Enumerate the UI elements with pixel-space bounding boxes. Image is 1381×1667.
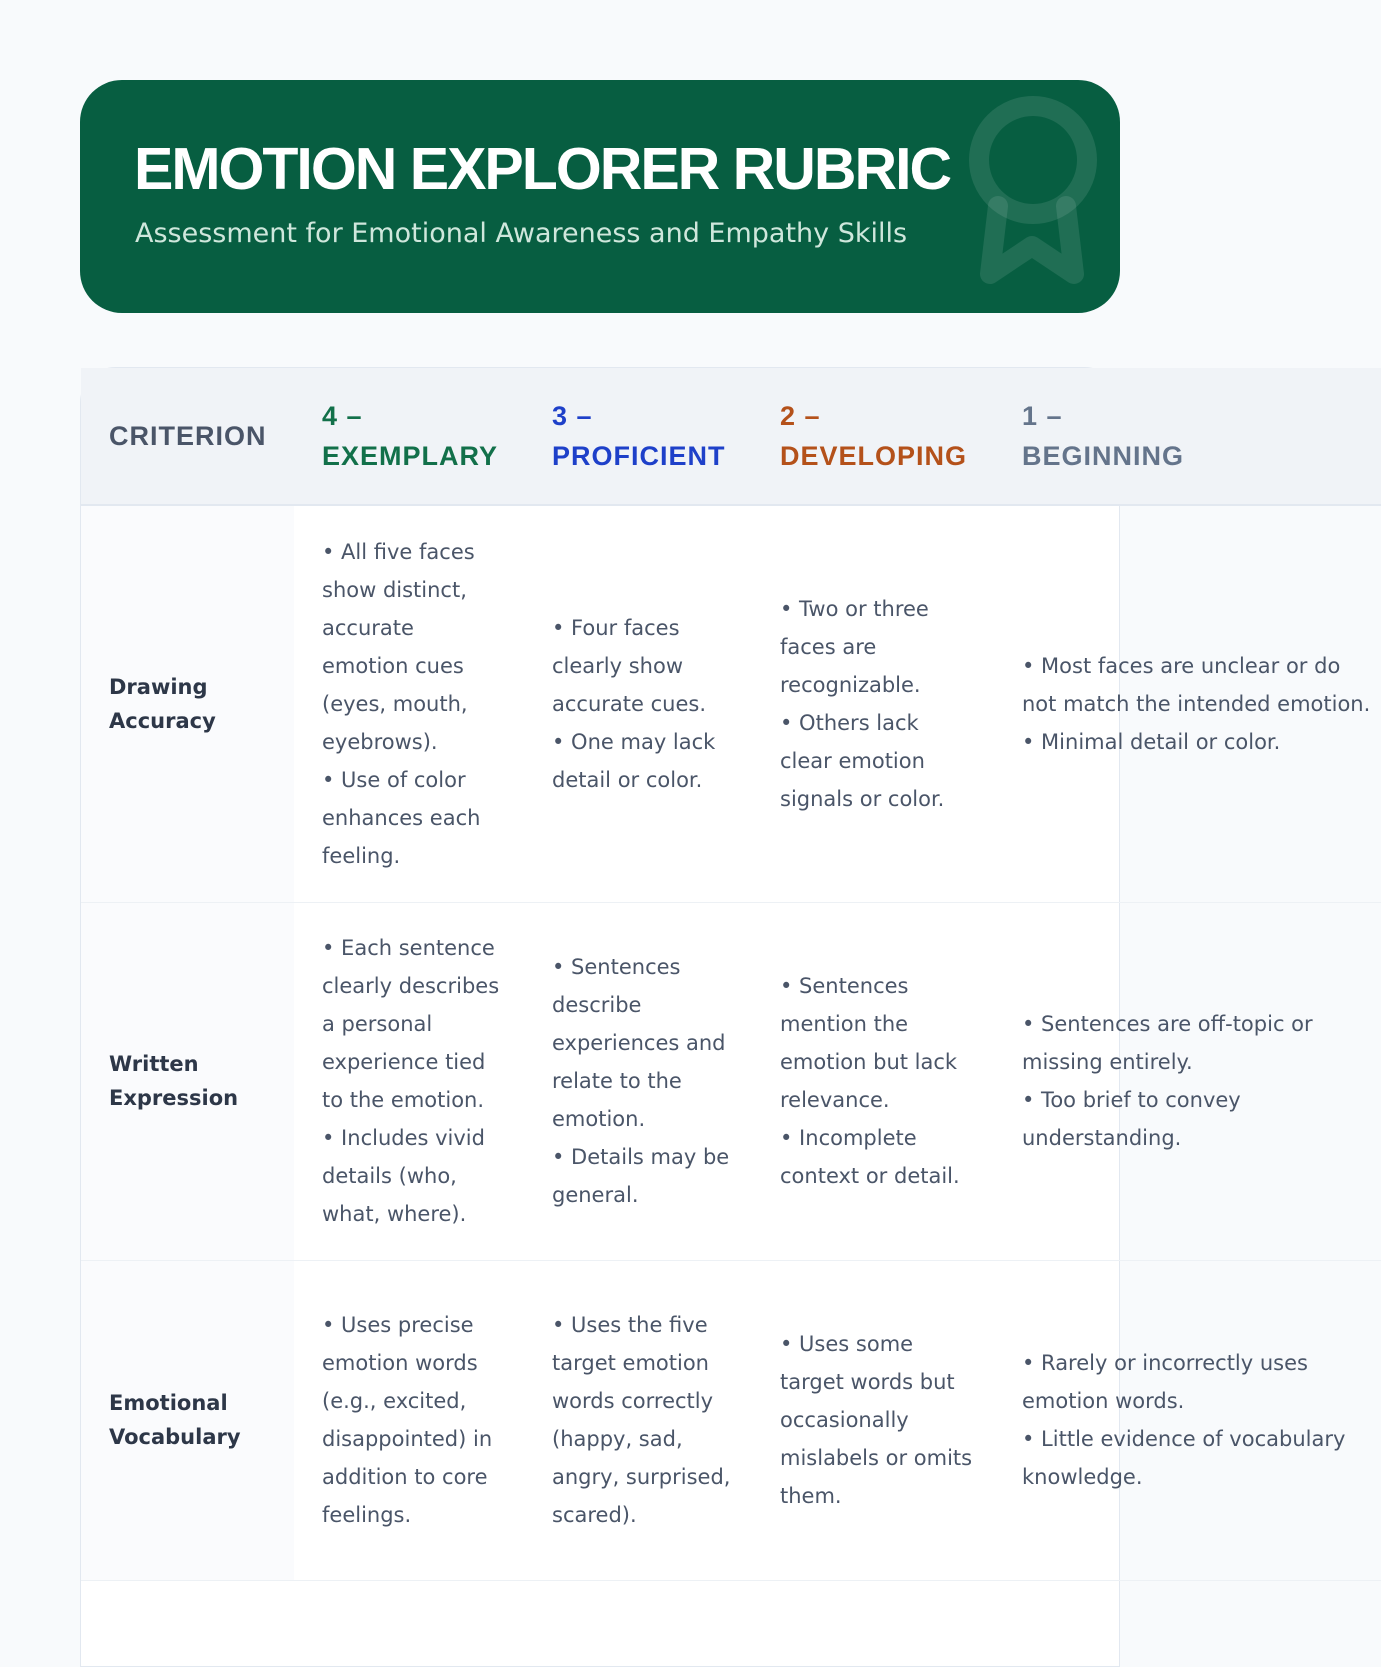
page-title: EMOTION EXPLORER RUBRIC xyxy=(134,136,951,202)
descriptor-bullet: • Details may be general. xyxy=(552,1145,730,1207)
criterion-cell: Written Expression xyxy=(81,902,294,1260)
level-label: EXEMPLARY xyxy=(322,441,499,471)
level-number: 4 – xyxy=(322,401,363,431)
descriptor-bullet: • Most faces are unclear or do not match the intended emotion. xyxy=(1022,653,1371,716)
header-label: CRITERION xyxy=(109,421,267,451)
rubric-table-card xyxy=(80,367,1371,1667)
descriptor-bullet: • Two or three faces are recognizable. xyxy=(780,596,929,697)
descriptor-bullet: • Includes vivid details (who, what, where). xyxy=(322,1126,485,1226)
column-header-proficient xyxy=(524,368,752,505)
column-header-developing xyxy=(752,368,994,505)
table-row xyxy=(81,505,1381,902)
descriptor-bullet: • Little evidence of vocabulary knowledge. xyxy=(1022,1427,1346,1489)
rubric-table xyxy=(81,368,1381,1581)
cell-exemplary xyxy=(294,505,524,902)
descriptor-bullet: • All five faces show distinct, accurate emotion cues (eyes, mouth, eyebrows). xyxy=(322,539,475,754)
page-subtitle: Assessment for Emotional Awareness and Empathy Skills xyxy=(135,218,908,249)
level-number: 1 – xyxy=(1022,401,1063,431)
descriptor-bullet: • Uses the five target emotion words correctly (happy, sad, angry, surprised, scared). xyxy=(552,1313,731,1527)
descriptor-bullet: • Sentences describe experiences and relate to the emotion. xyxy=(552,955,726,1131)
cell-proficient xyxy=(524,505,752,902)
criterion-cell: Drawing Accuracy xyxy=(81,505,294,902)
descriptor-bullet: • Use of color enhances each feeling. xyxy=(322,767,481,868)
level-label: BEGINNING xyxy=(1022,441,1185,471)
descriptor-bullet: • Too brief to convey understanding. xyxy=(1022,1088,1241,1150)
column-header-beginning xyxy=(994,368,1381,505)
level-number: 3 – xyxy=(552,401,593,431)
cell-exemplary xyxy=(294,1260,524,1580)
descriptor-bullet: • Rarely or incorrectly uses emotion words. xyxy=(1022,1351,1308,1413)
level-label: DEVELOPING xyxy=(780,441,968,471)
descriptor-bullet: • Others lack clear emotion signals or color. xyxy=(780,710,945,811)
level-number: 2 – xyxy=(780,401,821,431)
column-header-exemplary xyxy=(294,368,524,505)
cell-proficient xyxy=(524,1260,752,1580)
cell-beginning xyxy=(994,902,1381,1260)
table-header-row xyxy=(81,368,1381,505)
descriptor-bullet: • Uses some target words but occasionally mislabels or omits them. xyxy=(780,1332,973,1508)
cell-proficient xyxy=(524,902,752,1260)
table-row xyxy=(81,902,1381,1260)
level-label: PROFICIENT xyxy=(552,441,726,471)
cell-exemplary xyxy=(294,902,524,1260)
cell-developing xyxy=(752,902,994,1260)
descriptor-bullet: • Each sentence clearly describes a personal experience tied to the emotion. xyxy=(322,936,500,1112)
descriptor-bullet: • Minimal detail or color. xyxy=(1022,729,1281,754)
column-header-criterion xyxy=(81,368,294,505)
cell-beginning xyxy=(994,505,1381,902)
descriptor-bullet: • Uses precise emotion words (e.g., excited, disappointed) in addition to core feelings. xyxy=(322,1313,493,1527)
cell-developing xyxy=(752,505,994,902)
descriptor-bullet: • One may lack detail or color. xyxy=(552,729,716,792)
cell-beginning xyxy=(994,1260,1381,1580)
award-ribbon-icon xyxy=(940,88,1110,288)
descriptor-bullet: • Sentences are off-topic or missing entirely. xyxy=(1022,1012,1313,1074)
table-row xyxy=(81,1260,1381,1580)
descriptor-bullet: • Sentences mention the emotion but lack relevance. xyxy=(780,974,958,1112)
criterion-cell: Emotional Vocabulary xyxy=(81,1260,294,1580)
rubric-header xyxy=(80,80,1120,313)
descriptor-bullet: • Four faces clearly show accurate cues. xyxy=(552,615,706,716)
descriptor-bullet: • Incomplete context or detail. xyxy=(780,1126,960,1188)
cell-developing xyxy=(752,1260,994,1580)
